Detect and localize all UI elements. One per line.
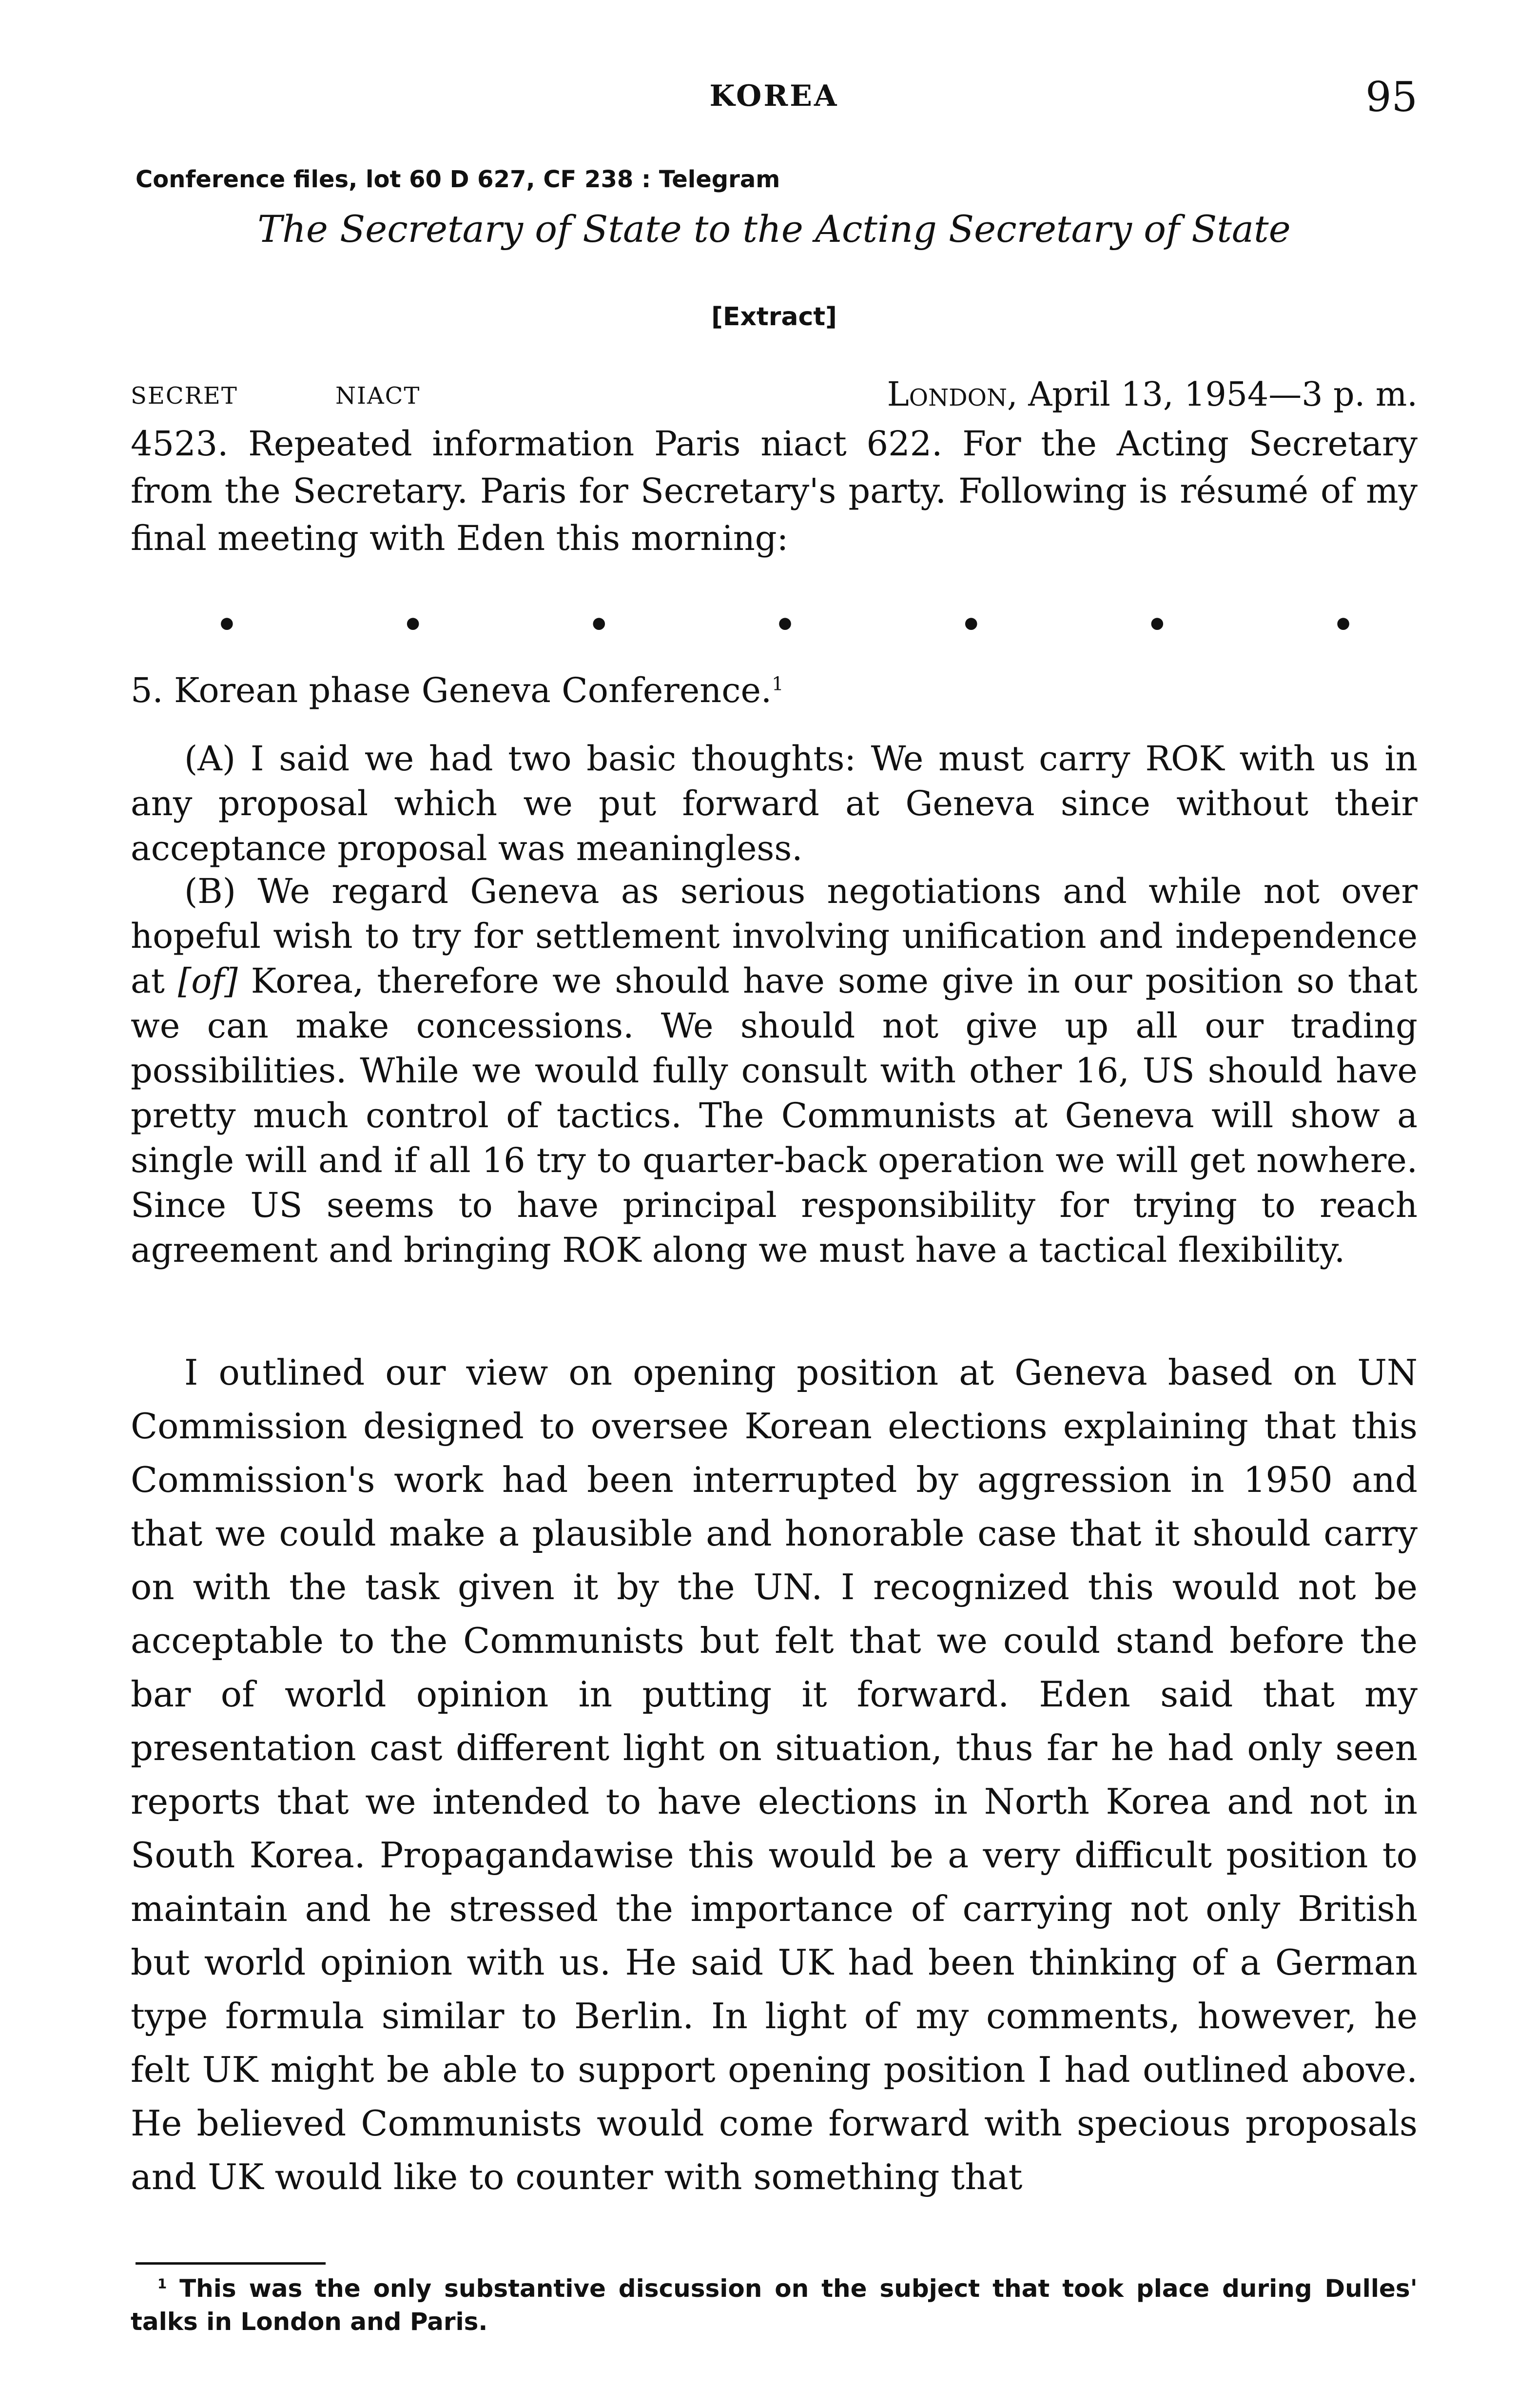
footnote-marker: 1 bbox=[157, 2276, 167, 2292]
paragraph-a: (A) I said we had two basic thoughts: We must carry ROK with us in any proposal which we put forward at Geneva since without their acceptance proposal was meaningless. bbox=[131, 739, 1418, 868]
ellipsis-dot: • bbox=[1332, 605, 1354, 645]
dateline-place: London, bbox=[887, 375, 1018, 414]
editorial-insertion: [of] bbox=[178, 961, 238, 1001]
running-head: KOREA bbox=[709, 79, 839, 113]
ellipsis-dot: • bbox=[774, 605, 796, 645]
document-page bbox=[131, 0, 1418, 2408]
omission-ellipsis bbox=[131, 605, 1418, 645]
item-5-text: 5. Korean phase Geneva Conference. bbox=[131, 670, 772, 710]
classification: SECRET bbox=[131, 382, 238, 410]
ellipsis-dot: • bbox=[588, 605, 610, 645]
dateline-place-date bbox=[887, 375, 1418, 414]
document-title: The Secretary of State to the Acting Secretary of State bbox=[257, 207, 1291, 251]
ellipsis-dot: • bbox=[216, 605, 238, 645]
ellipsis-dot: • bbox=[402, 605, 424, 645]
extract-label: [Extract] bbox=[711, 302, 837, 332]
dateline bbox=[131, 375, 1418, 419]
footnote-reference: 1 bbox=[772, 673, 784, 695]
footnote-text: This was the only substantive discussion on the subject that took place during Dulles' talks in London and Paris. bbox=[131, 2274, 1418, 2336]
footnote-divider bbox=[136, 2262, 326, 2265]
paragraph-b-part2: Korea, therefore we should have some give in our position so that we can make concessions. We should not give up all our trading possibilities. While we would fully consult with other 16, US should have pretty much control of tactics. The Communists at Geneva will show a single will and if all 16 try to quarter-back operation we will get nowhere. Since US seems to have principal responsibility for trying to reach agreement and bringing ROK along we must have a tactical flexibility. bbox=[131, 961, 1418, 1270]
page-number: 95 bbox=[1365, 73, 1418, 121]
ellipsis-dot: • bbox=[1146, 605, 1168, 645]
paragraph-b-part1: (B) We regard Geneva as serious negotiations and while not over hopeful wish to try for settlement involving unification and independence at bbox=[131, 871, 1418, 1001]
item-5-heading bbox=[131, 670, 784, 710]
page-header bbox=[131, 73, 1418, 132]
intro-paragraph: 4523. Repeated information Paris niact 622. For the Acting Secretary from the Secretary. Paris for Secretary's party. Following is résumé of my final meeting with Eden this morning: bbox=[131, 424, 1418, 558]
paragraph-b bbox=[131, 869, 1418, 1273]
main-paragraph: I outlined our view on opening position at Geneva based on UN Commission designed to oversee Korean elections explaining that this Commission's work had been interrupted by aggression in 1950 and that we could make a plausible and honorable case that it should carry on with the task given it by the UN. I recognized this would not be acceptable to the Communists but felt that we could stand before the bar of world opinion in putting it forward. Eden said that my presentation cast different light on situation, thus far he had only seen reports that we intended to have elections in North Korea and not in South Korea. Propagandawise this would be a very difficult position to maintain and he stressed the importance of carrying not only British but world opinion with us. He said UK had been thinking of a German type formula similar to Berlin. In light of my comments, however, he felt UK might be able to support opening position I had outlined above. He believed Communists would come forward with specious proposals and UK would like to counter with something that bbox=[131, 1352, 1418, 2197]
source-citation: Conference files, lot 60 D 627, CF 238 : Telegram bbox=[136, 166, 780, 193]
dateline-date: April 13, 1954—3 p. m. bbox=[1028, 375, 1418, 414]
ellipsis-dot: • bbox=[960, 605, 982, 645]
footnote bbox=[131, 2272, 1418, 2338]
precedence: NIACT bbox=[335, 382, 421, 410]
